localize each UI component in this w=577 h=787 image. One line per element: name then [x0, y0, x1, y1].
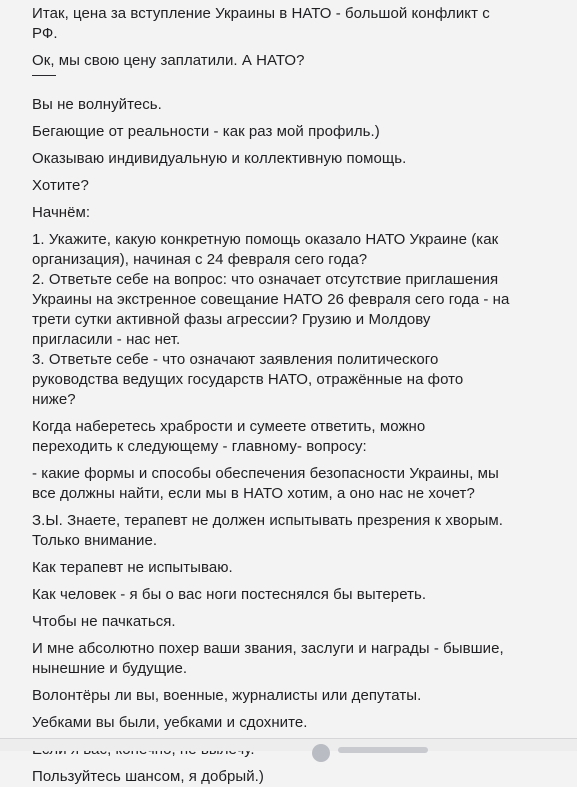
- post-paragraph: [32, 4, 547, 44]
- text-line: нынешние и будущие.: [32, 660, 188, 677]
- post-paragraph: [32, 713, 547, 733]
- post-paragraph: [32, 95, 547, 115]
- post-paragraph: [32, 558, 547, 578]
- text-line: - какие формы и способы обеспечения безопасности Украины, мы: [32, 465, 499, 482]
- post-paragraph: [32, 230, 547, 410]
- text-line: Хотите?: [32, 177, 89, 194]
- text-line: Чтобы не пачкаться.: [32, 613, 176, 630]
- text-line: РФ.: [32, 25, 58, 42]
- avatar[interactable]: [312, 744, 330, 762]
- text-line: Как терапевт не испытываю.: [32, 559, 233, 576]
- post-paragraph: [32, 686, 547, 706]
- post-paragraph: [32, 639, 547, 679]
- text-line: пригласили - нас нет.: [32, 331, 181, 348]
- text-line: Украины на экстренное совещание НАТО 26 февраля сего года - на: [32, 291, 510, 308]
- text-line: трети сутки активной фазы агрессии? Грузию и Молдову: [32, 311, 431, 328]
- post-paragraph: [32, 203, 547, 223]
- text-line: Бегающие от реальности - как раз мой профиль.): [32, 123, 380, 140]
- text-line: 1. Укажите, какую конкретную помощь оказало НАТО Украине (как: [32, 231, 499, 248]
- text-line: 2. Ответьте себе на вопрос: что означает отсутствие приглашения: [32, 271, 499, 288]
- text-line: Когда наберетесь храбрости и сумеете ответить, можно: [32, 418, 426, 435]
- author-name-placeholder: [338, 747, 428, 753]
- post-paragraph: [32, 417, 547, 457]
- text-line: Итак, цена за вступление Украины в НАТО - большой конфликт с: [32, 5, 490, 22]
- post-paragraph: [32, 176, 547, 196]
- text-line: Вы не волнуйтесь.: [32, 96, 162, 113]
- post-footer: [0, 738, 577, 751]
- text-line: 3. Ответьте себе - что означают заявления политического: [32, 351, 439, 368]
- post-paragraph: [32, 149, 547, 169]
- text-line: руководства ведущих государств НАТО, отражённые на фото: [32, 371, 464, 388]
- text-line: переходить к следующему - главному- вопросу:: [32, 438, 367, 455]
- text-line: Оказываю индивидуальную и коллективную помощь.: [32, 150, 407, 167]
- post-paragraph: [32, 464, 547, 504]
- text-line: Начнём:: [32, 204, 91, 221]
- post-paragraph: [32, 612, 547, 632]
- post-paragraph: [32, 51, 547, 71]
- text-line: З.Ы. Знаете, терапевт не должен испытывать презрения к хворым.: [32, 512, 503, 529]
- text-line: организация), начиная с 24 февраля сего года?: [32, 251, 368, 268]
- text-line: все должны найти, если мы в НАТО хотим, а оно нас не хочет?: [32, 485, 475, 502]
- post-paragraph: [32, 585, 547, 605]
- text-line: Уебками вы были, уебками и сдохните.: [32, 714, 308, 731]
- post-paragraph: [32, 767, 547, 787]
- text-line: Только внимание.: [32, 532, 158, 549]
- text-line: Пользуйтесь шансом, я добрый.): [32, 768, 264, 785]
- text-line: ниже?: [32, 391, 76, 408]
- text-line: Ок, мы свою цену заплатили. А НАТО?: [32, 52, 305, 69]
- text-line: Как человек - я бы о вас ноги постеснялся бы вытереть.: [32, 586, 427, 603]
- post-paragraph: [32, 122, 547, 142]
- separator: [32, 75, 56, 76]
- text-line: И мне абсолютно похер ваши звания, заслуги и награды - бывшие,: [32, 640, 504, 657]
- text-line: Волонтёры ли вы, военные, журналисты или депутаты.: [32, 687, 422, 704]
- post-paragraph: [32, 511, 547, 551]
